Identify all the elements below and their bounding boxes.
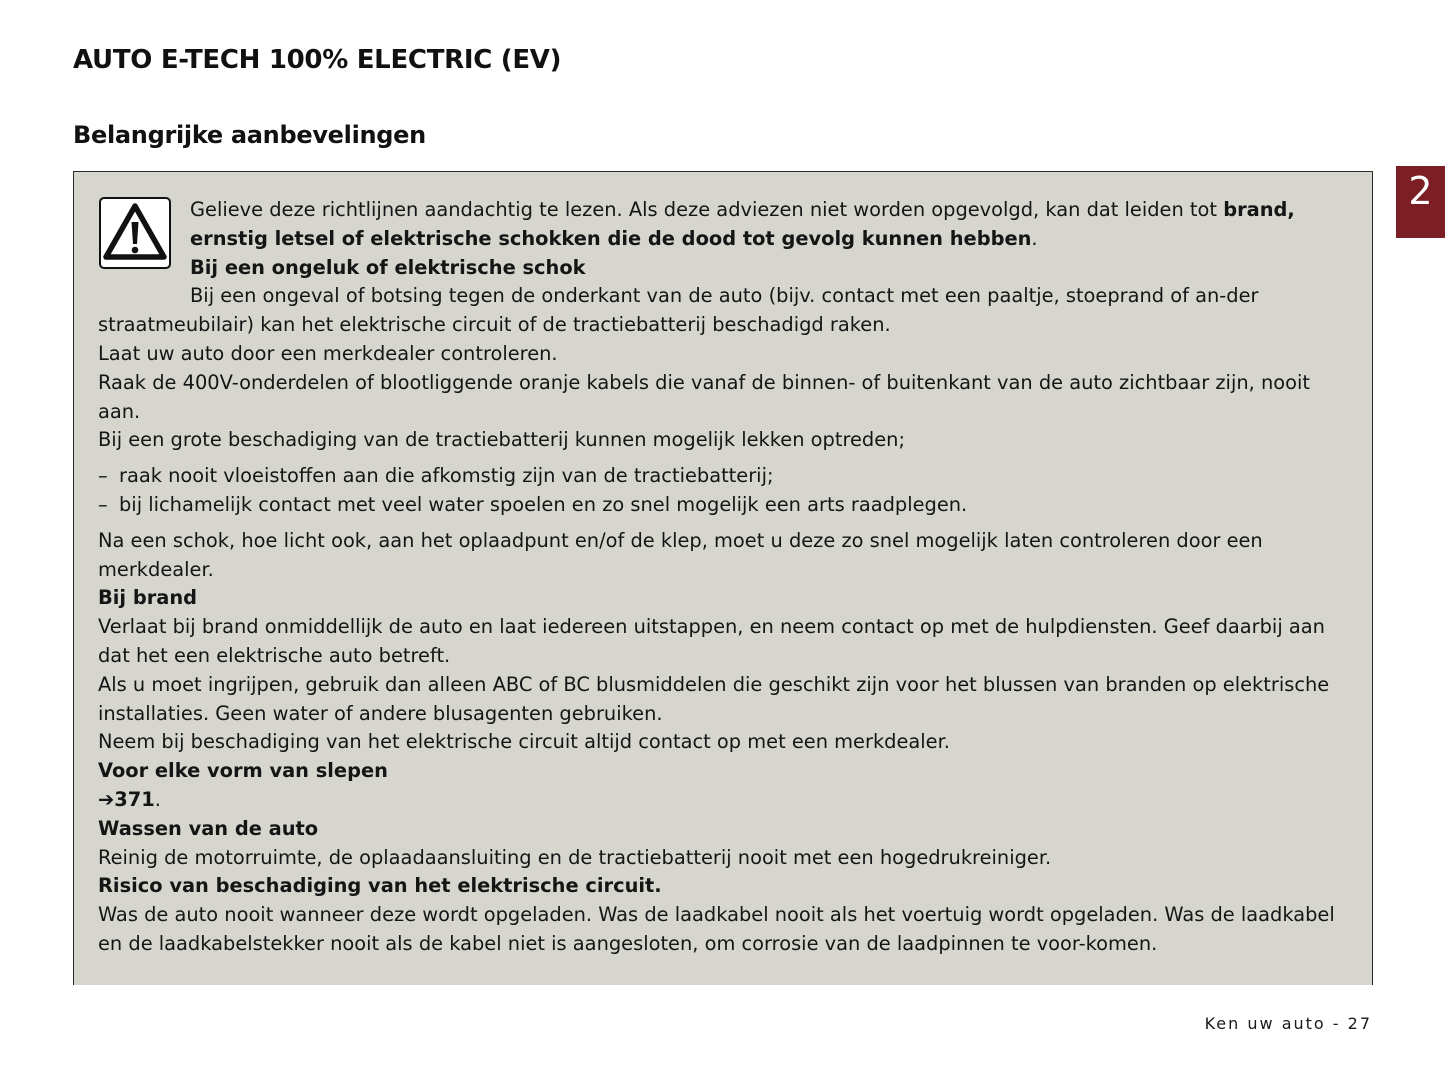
fire-paragraph-2: Als u moet ingrijpen, gebruik dan alleen ABC of BC blusmiddelen die geschikt zijn voor het blussen van branden op elektrische installaties. Geen water of andere blusagenten gebruiken.	[98, 672, 1330, 725]
tow-heading: Voor elke vorm van slepen	[98, 759, 388, 783]
wash-heading: Wassen van de auto	[98, 816, 319, 840]
intro-paragraph	[98, 196, 1352, 254]
list-item	[98, 462, 1352, 491]
damage-heading: Risico van beschadiging van het elektrische circuit.	[98, 874, 662, 898]
bullet-text: raak nooit vloeistoffen aan die afkomstig zijn van de tractiebatterij;	[119, 464, 774, 488]
chapter-number: 2	[1408, 169, 1433, 213]
intro-end: .	[1031, 226, 1038, 250]
list-item	[98, 491, 1352, 520]
warning-text	[98, 196, 1352, 959]
tow-ref-end: .	[154, 787, 161, 811]
wash-paragraph-1: Reinig de motorruimte, de oplaadaansluiting en de tractiebatterij nooit met een hogedrukreiniger.	[98, 845, 1052, 869]
accident-paragraph-5: Na een schok, hoe licht ook, aan het oplaadpunt en/of de klep, moet u deze zo snel mogelijk laten controleren door een merkdealer.	[98, 528, 1263, 581]
damage-paragraph-1: Was de auto nooit wanneer deze wordt opgeladen. Was de laadkabel nooit als het voertuig wordt opgeladen. Was de laadkabel en de laadkabelstekker nooit als de kabel niet is aangesloten, om corrosie van de laadpinnen te voor-komen.	[98, 903, 1335, 955]
tow-reference[interactable]	[98, 786, 1352, 815]
bullet-marker: –	[98, 492, 108, 516]
accident-heading: Bij een ongeluk of elektrische schok	[190, 255, 586, 279]
bullet-list	[98, 462, 1352, 520]
fire-paragraph-1: Verlaat bij brand onmiddellijk de auto en laat iedereen uitstappen, en neem contact op met de hulpdiensten. Geef daarbij aan dat het een elektrische auto betreft.	[98, 615, 1325, 667]
fire-heading: Bij brand	[98, 586, 198, 610]
chapter-tab[interactable]	[1396, 166, 1445, 238]
accident-paragraph-3: Raak de 400V-onderdelen of blootliggende oranje kabels die vanaf de binnen- of buitenkant van de auto zichtbaar zijn, nooit aan.	[98, 370, 1310, 423]
bullet-text: bij lichamelijk contact met veel water spoelen en zo snel mogelijk een arts raadplegen.	[119, 492, 968, 516]
section-title: Belangrijke aanbevelingen	[73, 121, 426, 149]
fire-paragraph-3: Neem bij beschadiging van het elektrische circuit altijd contact op met een merkdealer.	[98, 730, 950, 754]
accident-paragraph-1: Bij een ongeval of botsing tegen de onderkant van de auto (bijv. contact met een paaltje, stoeprand of an-der straatmeubilair) kan het elektrische circuit of de tractiebatterij beschadigd raken.	[98, 284, 1259, 337]
intro-text: Gelieve deze richtlijnen aandachtig te lezen. Als deze adviezen niet worden opgevolgd, kan dat leiden tot	[190, 198, 1218, 221]
accident-paragraph-4: Bij een grote beschadiging van de tractiebatterij kunnen mogelijk lekken optreden;	[98, 428, 905, 452]
page-title: AUTO E-TECH 100% ELECTRIC (EV)	[73, 45, 562, 75]
intro-bold: brand, ernstig letsel of elektrische schokken die de dood tot gevolg kunnen hebben	[190, 198, 1295, 250]
page-footer: Ken uw auto - 27	[1204, 1014, 1372, 1033]
warning-box	[73, 171, 1373, 985]
bullet-marker: –	[98, 464, 108, 488]
accident-paragraph-2: Laat uw auto door een merkdealer controleren.	[98, 341, 558, 365]
arrow-right-icon: ➔	[98, 787, 115, 811]
tow-page-ref[interactable]: 371	[114, 787, 155, 811]
